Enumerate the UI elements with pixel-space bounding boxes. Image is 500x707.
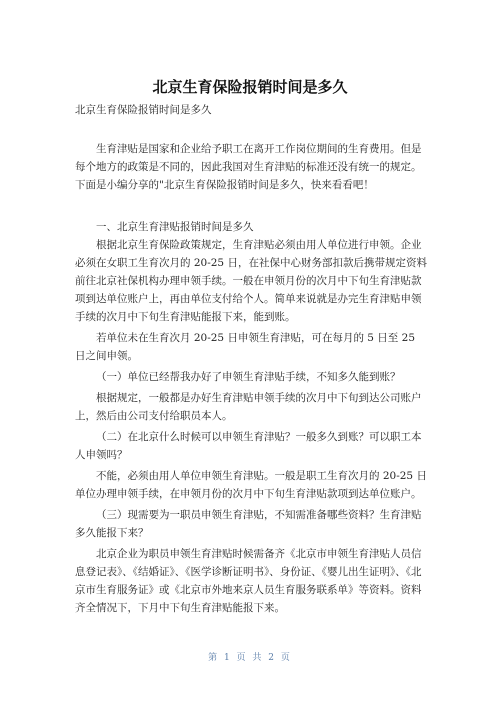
question-heading: （一）单位已经帮我办好了申领生育津贴手续，不知多久能到账？ bbox=[96, 371, 401, 383]
body-paragraph: 根据规定，一般都是办好生育津贴申领手续的次月中下旬到达公司账户上，然后由公司支付给职员本人。 bbox=[75, 392, 422, 422]
body-paragraph: 根据北京生育保险政策规定，生育津贴必须由用人单位进行申领。企业必须在女职工生育次月的 20-25 日，在社保中心财务部扣款后携带规定资料前往北京社保机构办理申领手续。一般在申领月份的次月中下旬生育津贴款项到达单位账户上，再由单位支付给个人。简单来说就是办完生育津贴申领手续的次月中下旬生育津贴能报下来，能到账。 bbox=[75, 239, 427, 323]
page-title: 北京生育保险报销时间是多久 bbox=[152, 78, 348, 96]
body-paragraph: 北京企业为职员申领生育津贴时候需备齐《北京市申领生育津贴人员信息登记表》、《结婚证》、《医学诊断证明书》、身份证、《婴儿出生证明》、《北京市生育服务证》或《北京市外地来京人员生育服务联系单》等资料。资料齐全情况下，下月中下旬生育津贴能报下来。 bbox=[75, 548, 422, 614]
body-paragraph: 不能，必须由用人单位申领生育津贴。一般是职工生育次月的 20-25 日单位办理申领手续，在申领月份的次月中下旬生育津贴款项到达单位账户。 bbox=[75, 470, 427, 500]
intro-paragraph: 生育津贴是国家和企业给予职工在离开工作岗位期间的生育费用。但是每个地方的政策是不同的，因此我国对生育津贴的标准还没有统一的规定。下面是小编分享的"北京生育保险报销时间是多久，快来看看吧！ bbox=[75, 143, 422, 191]
section-heading: 一、北京生育津贴报销时间是多久 bbox=[96, 221, 254, 233]
body-paragraph: 若单位未在生育次月 20-25 日申领生育津贴，可在每月的 5 日至 25 日之间申领。 bbox=[75, 332, 415, 362]
question-heading: （三）现需要为一职员申领生育津贴，不知需准备哪些资料？生育津贴多久能报下来？ bbox=[75, 509, 422, 539]
document-body bbox=[75, 140, 427, 617]
question-heading: （二）在北京什么时候可以申领生育津贴？一般多久到账？可以职工本人申领吗？ bbox=[75, 431, 422, 461]
page-number-footer: 第 1 页 共 2 页 bbox=[208, 653, 292, 663]
document-subtitle: 北京生育保险报销时间是多久 bbox=[75, 104, 212, 116]
